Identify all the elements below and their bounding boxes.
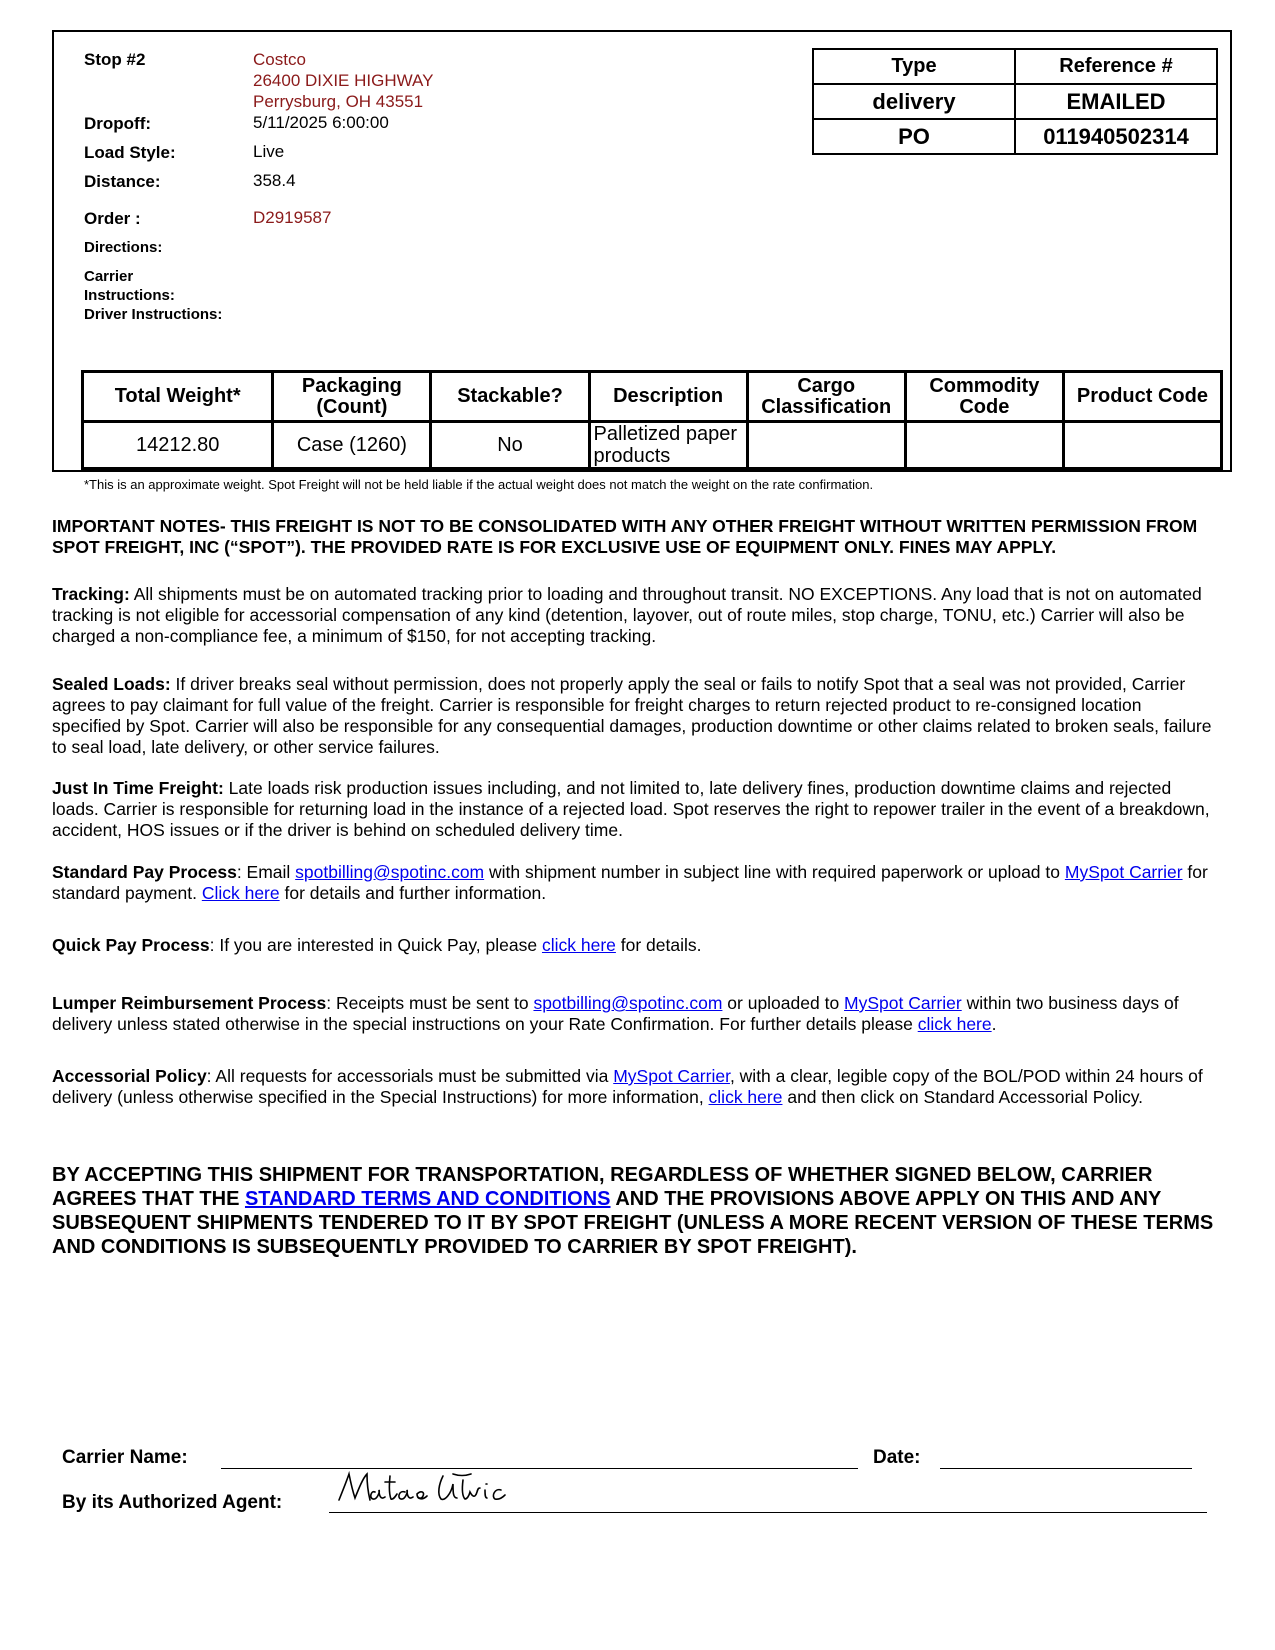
description-cell: Palletized paper products bbox=[589, 422, 747, 469]
date-label: Date: bbox=[873, 1447, 921, 1468]
product-code-cell bbox=[1063, 422, 1221, 469]
driver-instructions-label: Driver Instructions: bbox=[84, 306, 223, 323]
packaging-cell: Case (1260) bbox=[273, 422, 431, 469]
stop-name: Costco bbox=[253, 50, 306, 69]
standard-pay-text: for standard payment. bbox=[52, 862, 1208, 903]
accessorial-click-here-link[interactable]: click here bbox=[708, 1087, 783, 1107]
load-style-value: Live bbox=[253, 142, 285, 161]
order-value: D2919587 bbox=[253, 208, 332, 227]
lumper-label: Lumper Reimbursement Process bbox=[52, 993, 327, 1013]
header-stackable: Stackable? bbox=[431, 372, 589, 422]
authorized-agent-line[interactable] bbox=[329, 1512, 1207, 1513]
date-line[interactable] bbox=[940, 1468, 1192, 1469]
authorized-agent-label: By its Authorized Agent: bbox=[62, 1492, 283, 1513]
standard-pay-label: Standard Pay Process bbox=[52, 862, 237, 882]
commodity-code-cell bbox=[905, 422, 1063, 469]
carrier-instructions-label-line2: Instructions: bbox=[84, 287, 175, 304]
lumper-text: or uploaded to bbox=[722, 993, 845, 1013]
acceptance-text: BY ACCEPTING THIS SHIPMENT FOR TRANSPORTATION, REGARDLESS OF WHETHER SIGNED BELOW, CARRIER AGREES THAT THE bbox=[52, 1164, 1153, 1210]
accessorial-myspot-carrier-link[interactable]: MySpot Carrier bbox=[613, 1066, 730, 1086]
lumper-paragraph bbox=[52, 993, 1212, 1035]
header-product-code: Product Code bbox=[1063, 372, 1221, 422]
directions-label: Directions: bbox=[84, 239, 163, 256]
carrier-name-label: Carrier Name: bbox=[62, 1447, 188, 1468]
accessorial-text: and then click on Standard Accessorial Policy. bbox=[782, 1087, 1144, 1107]
quick-pay-click-here-link[interactable]: click here bbox=[541, 935, 616, 955]
ref-header-type: Type bbox=[813, 49, 1015, 84]
distance-value: 358.4 bbox=[253, 171, 296, 190]
jit-freight-paragraph bbox=[52, 778, 1212, 841]
lumper-text: : Receipts must be sent to bbox=[326, 993, 534, 1013]
lumper-myspot-carrier-link[interactable]: MySpot Carrier bbox=[844, 993, 962, 1013]
table-row bbox=[83, 422, 1222, 469]
header-cargo-classification: Cargo Classification bbox=[747, 372, 905, 422]
important-notes: IMPORTANT NOTES- THIS FREIGHT IS NOT TO BE CONSOLIDATED WITH ANY OTHER FREIGHT WITHOUT WRITTEN PERMISSION FROM SPOT FREIGHT, INC (“SPOT”). THE PROVIDED RATE IS FOR EXCLUSIVE USE OF EQUIPMENT ONLY. FINES MAY APPLY. bbox=[52, 516, 1198, 557]
load-style-label: Load Style: bbox=[84, 143, 176, 162]
quick-pay-text: : If you are interested in Quick Pay, please bbox=[209, 935, 542, 955]
acceptance-text: AND THE PROVISIONS ABOVE APPLY ON THIS AND ANY SUBSEQUENT SHIPMENTS TENDERED TO IT BY SPOT FREIGHT (UNLESS A MORE RECENT VERSION OF THESE TERMS AND CONDITIONS IS SUBSEQUENTLY PROVIDED TO CARRIER BY SPOT FREIGHT). bbox=[52, 1188, 1214, 1258]
stop-address-line2: Perrysburg, OH 43551 bbox=[253, 92, 424, 111]
standard-pay-text: for details and further information. bbox=[279, 883, 547, 903]
standard-pay-click-here-link[interactable]: Click here bbox=[201, 883, 280, 903]
dropoff-label: Dropoff: bbox=[84, 114, 152, 133]
header-packaging: Packaging (Count) bbox=[273, 372, 431, 422]
stop-title: Stop #2 bbox=[84, 50, 146, 69]
weight-footnote: *This is an approximate weight. Spot Freight will not be held liable if the actual weight does not match the weight on the rate confirmation. bbox=[84, 477, 874, 492]
ref-header-reference: Reference # bbox=[1015, 49, 1217, 84]
acceptance-statement bbox=[52, 1163, 1227, 1259]
header-total-weight: Total Weight* bbox=[83, 372, 273, 422]
jit-freight-label: Just In Time Freight: bbox=[52, 778, 224, 798]
accessorial-text: : All requests for accessorials must be submitted via bbox=[206, 1066, 614, 1086]
cargo-classification-cell bbox=[747, 422, 905, 469]
header-description: Description bbox=[589, 372, 747, 422]
standard-pay-text: : Email bbox=[236, 862, 296, 882]
accessorial-label: Accessorial Policy bbox=[52, 1066, 207, 1086]
lumper-text: . bbox=[991, 1014, 997, 1034]
tracking-label: Tracking: bbox=[52, 584, 130, 604]
standard-pay-paragraph bbox=[52, 862, 1212, 904]
accessorial-text: , with a clear, legible copy of the BOL/POD within 24 hours of delivery (unless otherwise specified in the Special Instructions) for more information, bbox=[52, 1066, 1203, 1107]
accessorial-paragraph bbox=[52, 1066, 1212, 1108]
distance-label: Distance: bbox=[84, 172, 161, 191]
lumper-click-here-link[interactable]: click here bbox=[917, 1014, 992, 1034]
dropoff-value: 5/11/2025 6:00:00 bbox=[253, 113, 389, 132]
carrier-instructions-label-line1: Carrier bbox=[84, 268, 134, 285]
total-weight-cell: 14212.80 bbox=[83, 422, 273, 469]
freight-table bbox=[81, 370, 1223, 470]
order-label: Order : bbox=[84, 209, 141, 228]
ref-type-cell: PO bbox=[813, 119, 1015, 154]
tracking-paragraph bbox=[52, 584, 1212, 647]
billing-email-link[interactable]: spotbilling@spotinc.com bbox=[295, 862, 485, 882]
stackable-cell: No bbox=[431, 422, 589, 469]
lumper-text: within two business days of delivery unless stated otherwise in the special instructions on your Rate Confirmation. For further details please bbox=[52, 993, 1179, 1034]
quick-pay-label: Quick Pay Process bbox=[52, 935, 210, 955]
standard-pay-text: with shipment number in subject line with required paperwork or upload to bbox=[484, 862, 1065, 882]
quick-pay-paragraph bbox=[52, 935, 1212, 956]
tracking-text: All shipments must be on automated tracking prior to loading and throughout transit. NO EXCEPTIONS. Any load that is not on automated tracking is not eligible for accessorial compensation of any kind (detention, layover, out of route miles, stop charge, TONU, etc.) Carrier will also be charged a non-compliance fee, a minimum of $150, for not accepting tracking. bbox=[52, 584, 1202, 646]
jit-freight-text: Late loads risk production issues including, and not limited to, late delivery fines, production downtime claims and rejected loads. Carrier is responsible for returning load in the instance of a rejected load. Spot reserves the right to repower trailer in the event of a breakdown, accident, HOS issues or if the driver is behind on scheduled delivery time. bbox=[52, 778, 1210, 840]
handwritten-signature bbox=[335, 1470, 535, 1512]
lumper-email-link[interactable]: spotbilling@spotinc.com bbox=[533, 993, 723, 1013]
ref-value-cell: EMAILED bbox=[1015, 84, 1217, 119]
quick-pay-text: for details. bbox=[615, 935, 702, 955]
stop-address-line1: 26400 DIXIE HIGHWAY bbox=[253, 71, 434, 90]
sealed-loads-paragraph bbox=[52, 674, 1212, 758]
sealed-loads-text: If driver breaks seal without permission, does not properly apply the seal or fails to notify Spot that a seal was not provided, Carrier agrees to pay claimant for full value of the freight. Carrier is responsible for freight charges to return rejected product to re-consigned location specified by Spot. Carrier will also be responsible for any consequential damages, production downtime or other claims related to broken seals, failure to seal load, late delivery, or other service failures. bbox=[52, 674, 1212, 757]
myspot-carrier-link[interactable]: MySpot Carrier bbox=[1064, 862, 1183, 882]
standard-terms-link[interactable]: STANDARD TERMS AND CONDITIONS bbox=[244, 1188, 611, 1210]
ref-type-cell: delivery bbox=[813, 84, 1015, 119]
sealed-loads-label: Sealed Loads: bbox=[52, 674, 171, 694]
ref-value-cell: 011940502314 bbox=[1015, 119, 1217, 154]
reference-table bbox=[812, 48, 1218, 155]
carrier-name-line[interactable] bbox=[221, 1468, 858, 1469]
header-commodity-code: Commodity Code bbox=[905, 372, 1063, 422]
